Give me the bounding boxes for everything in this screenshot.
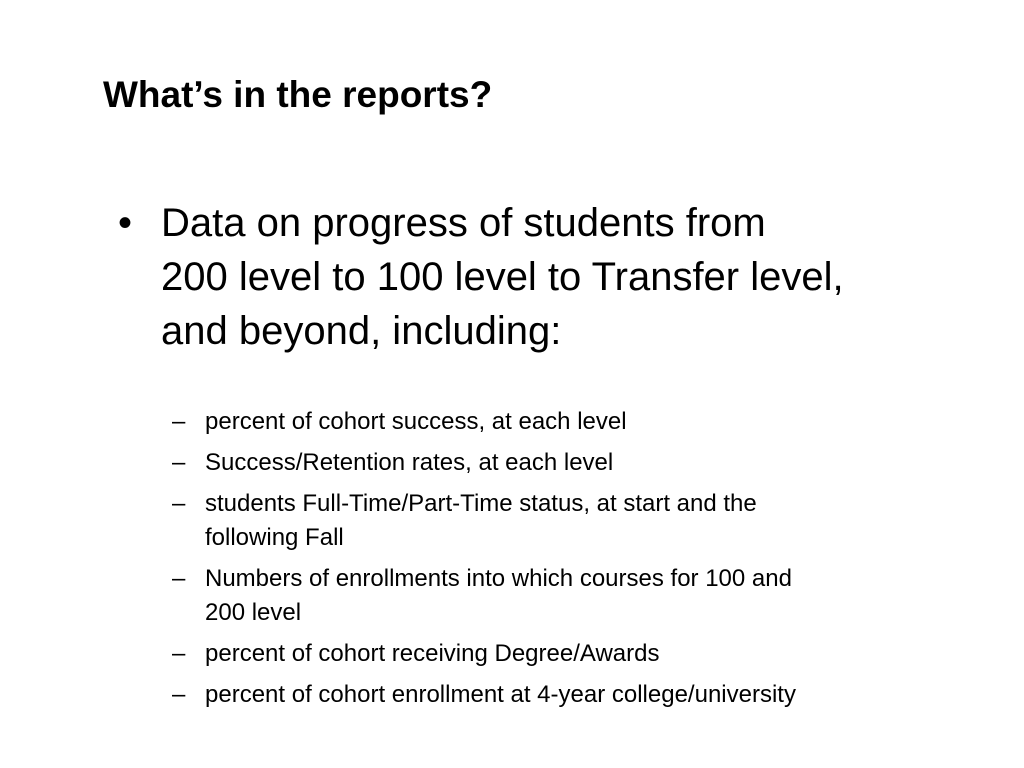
sub-bullet-text: students Full-Time/Part-Time status, at start and the — [205, 490, 757, 517]
dash-marker: – — [172, 408, 186, 435]
sub-bullet-text: percent of cohort success, at each level — [205, 408, 627, 435]
dash-marker: – — [172, 490, 186, 517]
sub-bullet-text-continued: following Fall — [205, 524, 344, 551]
sub-bullet-item — [172, 637, 932, 671]
sub-bullet-item — [172, 678, 932, 712]
main-bullet-text — [118, 196, 961, 358]
dash-marker: – — [172, 565, 186, 592]
bullet-marker: • — [118, 201, 133, 245]
sub-bullet-text-continued: 200 level — [205, 599, 302, 626]
sub-bullet-item — [172, 487, 932, 555]
main-bullet-line-3: and beyond, including: — [161, 309, 562, 353]
sub-bullet-item — [172, 446, 932, 480]
main-bullet-line-1: Data on progress of students from — [161, 201, 766, 245]
dash-marker: – — [172, 640, 186, 667]
sub-bullet-item — [172, 562, 932, 630]
sub-bullet-text: percent of cohort receiving Degree/Awards — [205, 640, 660, 667]
dash-marker: – — [172, 449, 186, 476]
sub-bullet-text: Numbers of enrollments into which courses for 100 and — [205, 565, 792, 592]
sub-bullet-text: percent of cohort enrollment at 4-year college/university — [205, 681, 796, 708]
slide-title: What’s in the reports? — [103, 74, 493, 115]
sub-bullet-list — [172, 405, 932, 719]
sub-bullet-text: Success/Retention rates, at each level — [205, 449, 614, 476]
sub-bullet-item — [172, 405, 932, 439]
main-bullet-line-2: 200 level to 100 level to Transfer level, — [161, 255, 844, 299]
main-bullet — [118, 196, 958, 358]
dash-marker: – — [172, 681, 186, 708]
